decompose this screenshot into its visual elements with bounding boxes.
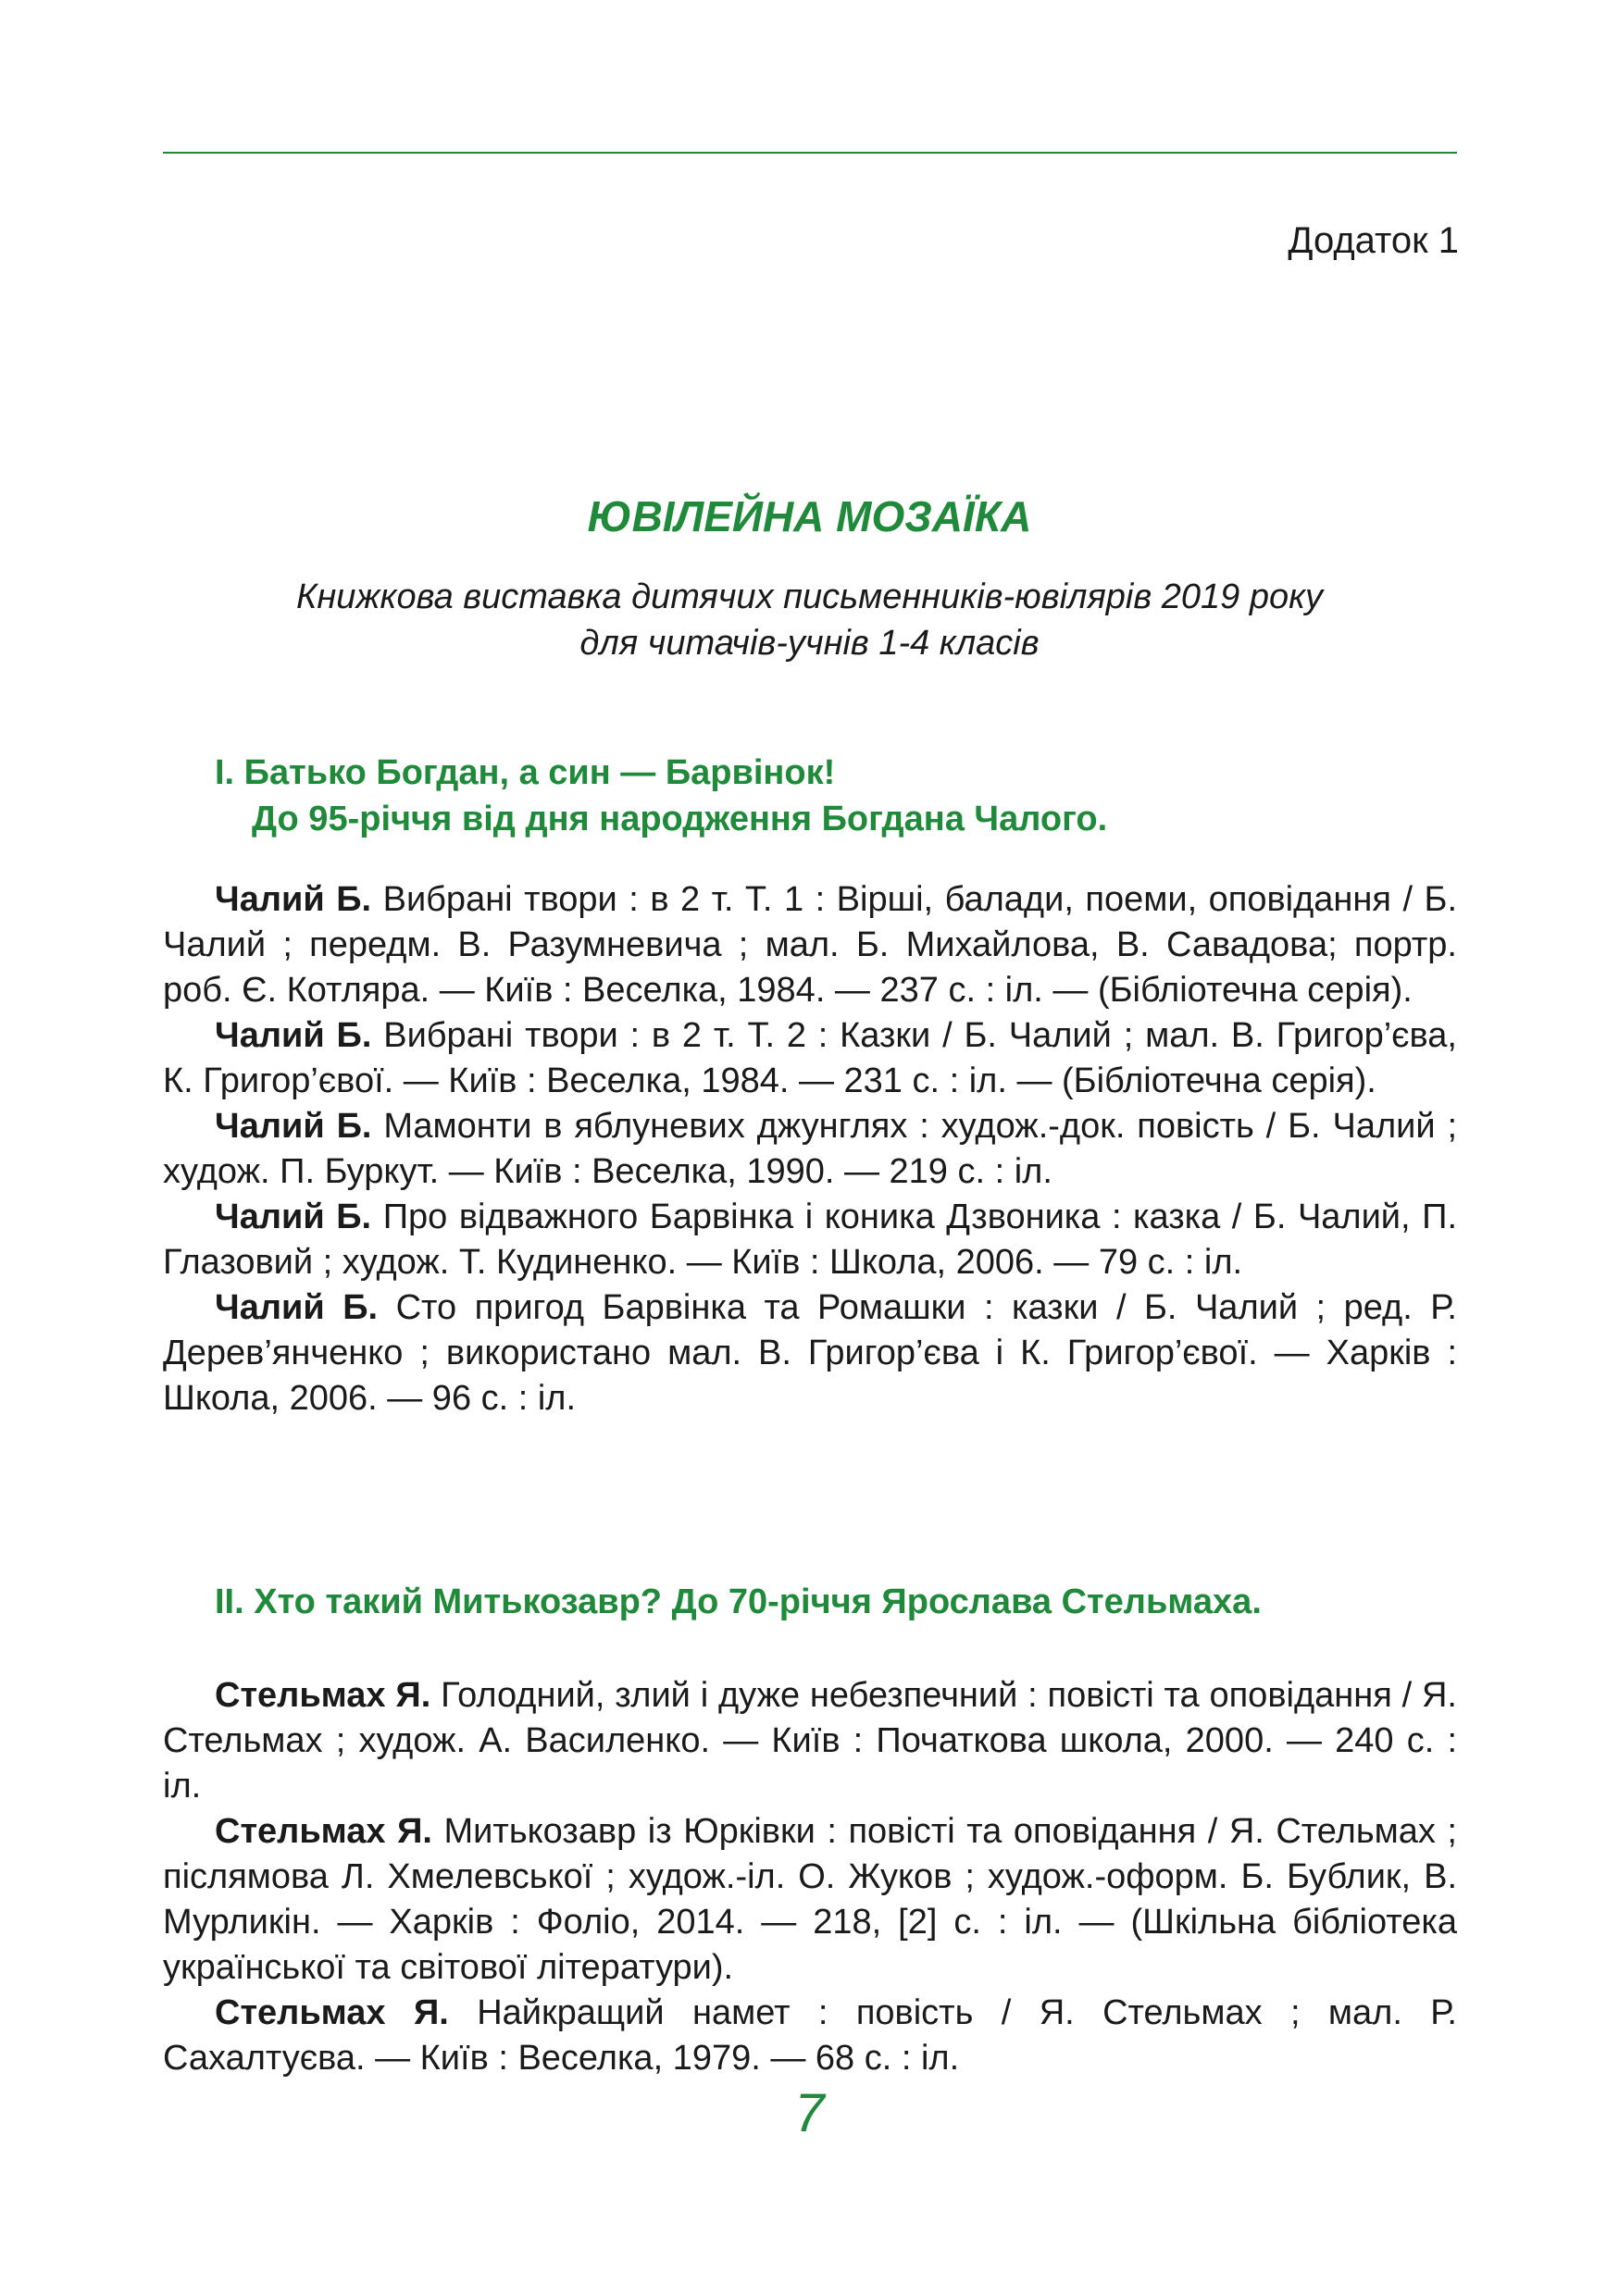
bibliography-entry	[163, 1673, 1457, 1809]
entry-text: Про відважного Барвінка і коника Дзвоника : казка / Б. Чалий, П. Глазовий ; худож. Т. Кудиненко. — Київ : Школа, 2006. — 79 с. : іл.	[163, 1198, 1458, 1282]
header-rule	[163, 152, 1457, 154]
entry-text: Сто пригод Барвінка та Ромашки : казки / Б. Чалий ; ред. Р. Дерев’янченко ; використано мал. В. Григор’єва і К. Григор’євої. — Харків : Школа, 2006. — 96 с. : іл.	[163, 1288, 1457, 1418]
entry-text: Митькозавр із Юрківки : повісті та оповідання / Я. Стельмах ; післямова Л. Хмелевської ; худож.-іл. О. Жуков ; худож.-оформ. Б. Бублик, В. Мурликін. — Харків : Фоліо, 2014. — 218, [2] с. : іл. — (Шкільна бібліотека української та світової літератури).	[163, 1812, 1457, 1987]
entry-author: Чалий Б.	[215, 1198, 372, 1236]
subtitle-line-2: для читачів-учнів 1-4 класів	[579, 624, 1040, 663]
entry-text: Вибрані твори : в 2 т. Т. 1 : Вірші, балади, поеми, оповідання / Б. Чалий ; передм. В. Разумневича ; мал. Б. Михайлова, В. Савадова; портр. роб. Є. Котляра. — Київ : Веселка, 1984. — 237 с. : іл. — (Бібліотечна серія).	[163, 880, 1458, 1010]
appendix-label: Додаток 1	[1288, 220, 1459, 261]
entry-author: Чалий Б.	[215, 880, 372, 919]
section-2-heading-line-1: ІІ. Хто такий Митькозавр? До 70-річчя Ярослава Стельмаха.	[215, 1582, 1262, 1621]
entry-text: Вибрані твори : в 2 т. Т. 2 : Казки / Б. Чалий ; мал. В. Григор’єва, К. Григор’євої. — Київ : Веселка, 1984. — 231 с. : іл. — (Бібліотечна серія).	[163, 1016, 1457, 1100]
entry-text: Мамонти в яблуневих джунглях : худож.-док. повість / Б. Чалий ; худож. П. Буркут. — Київ : Веселка, 1990. — 219 с. : іл.	[163, 1107, 1458, 1191]
bibliography-entry	[163, 1809, 1457, 1991]
bibliography-entry	[163, 1991, 1457, 2081]
entry-author: Стельмах Я.	[215, 1812, 432, 1851]
entry-text: Найкращий намет : повість / Я. Стельмах ; мал. Р. Сахалтуєва. — Київ : Веселка, 1979. — 68 с. : іл.	[163, 1993, 1457, 2078]
section-1-heading-line-1: І. Батько Богдан, а син — Барвінок!	[215, 753, 836, 792]
section-1-heading	[215, 750, 1107, 842]
bibliography-entry	[163, 1104, 1457, 1195]
entry-author: Чалий Б.	[215, 1288, 379, 1327]
bibliography-entry	[163, 1013, 1457, 1104]
page-number: 7	[794, 2083, 825, 2143]
entry-author: Стельмах Я.	[215, 1676, 431, 1715]
entry-text: Голодний, злий і дуже небезпечний : повісті та оповідання / Я. Стельмах ; худож. А. Василенко. — Київ : Початкова школа, 2000. — 240 с. : іл.	[163, 1676, 1457, 1806]
page-subtitle	[0, 574, 1619, 666]
section-1-entries	[163, 877, 1457, 1421]
subtitle-line-1: Книжкова виставка дитячих письменників-ювілярів 2019 року	[295, 577, 1324, 616]
page-title: ЮВІЛЕЙНА МОЗАЇКА	[587, 492, 1032, 540]
entry-author: Чалий Б.	[215, 1107, 372, 1146]
section-2-heading	[215, 1579, 1262, 1625]
entry-author: Чалий Б.	[215, 1016, 372, 1055]
bibliography-entry	[163, 1195, 1457, 1285]
entry-author: Стельмах Я.	[215, 1993, 449, 2032]
section-2-entries	[163, 1673, 1457, 2081]
bibliography-entry	[163, 877, 1457, 1013]
bibliography-entry	[163, 1285, 1457, 1421]
section-1-heading-line-2: До 95-річчя від дня народження Богдана Чалого.	[252, 800, 1108, 838]
